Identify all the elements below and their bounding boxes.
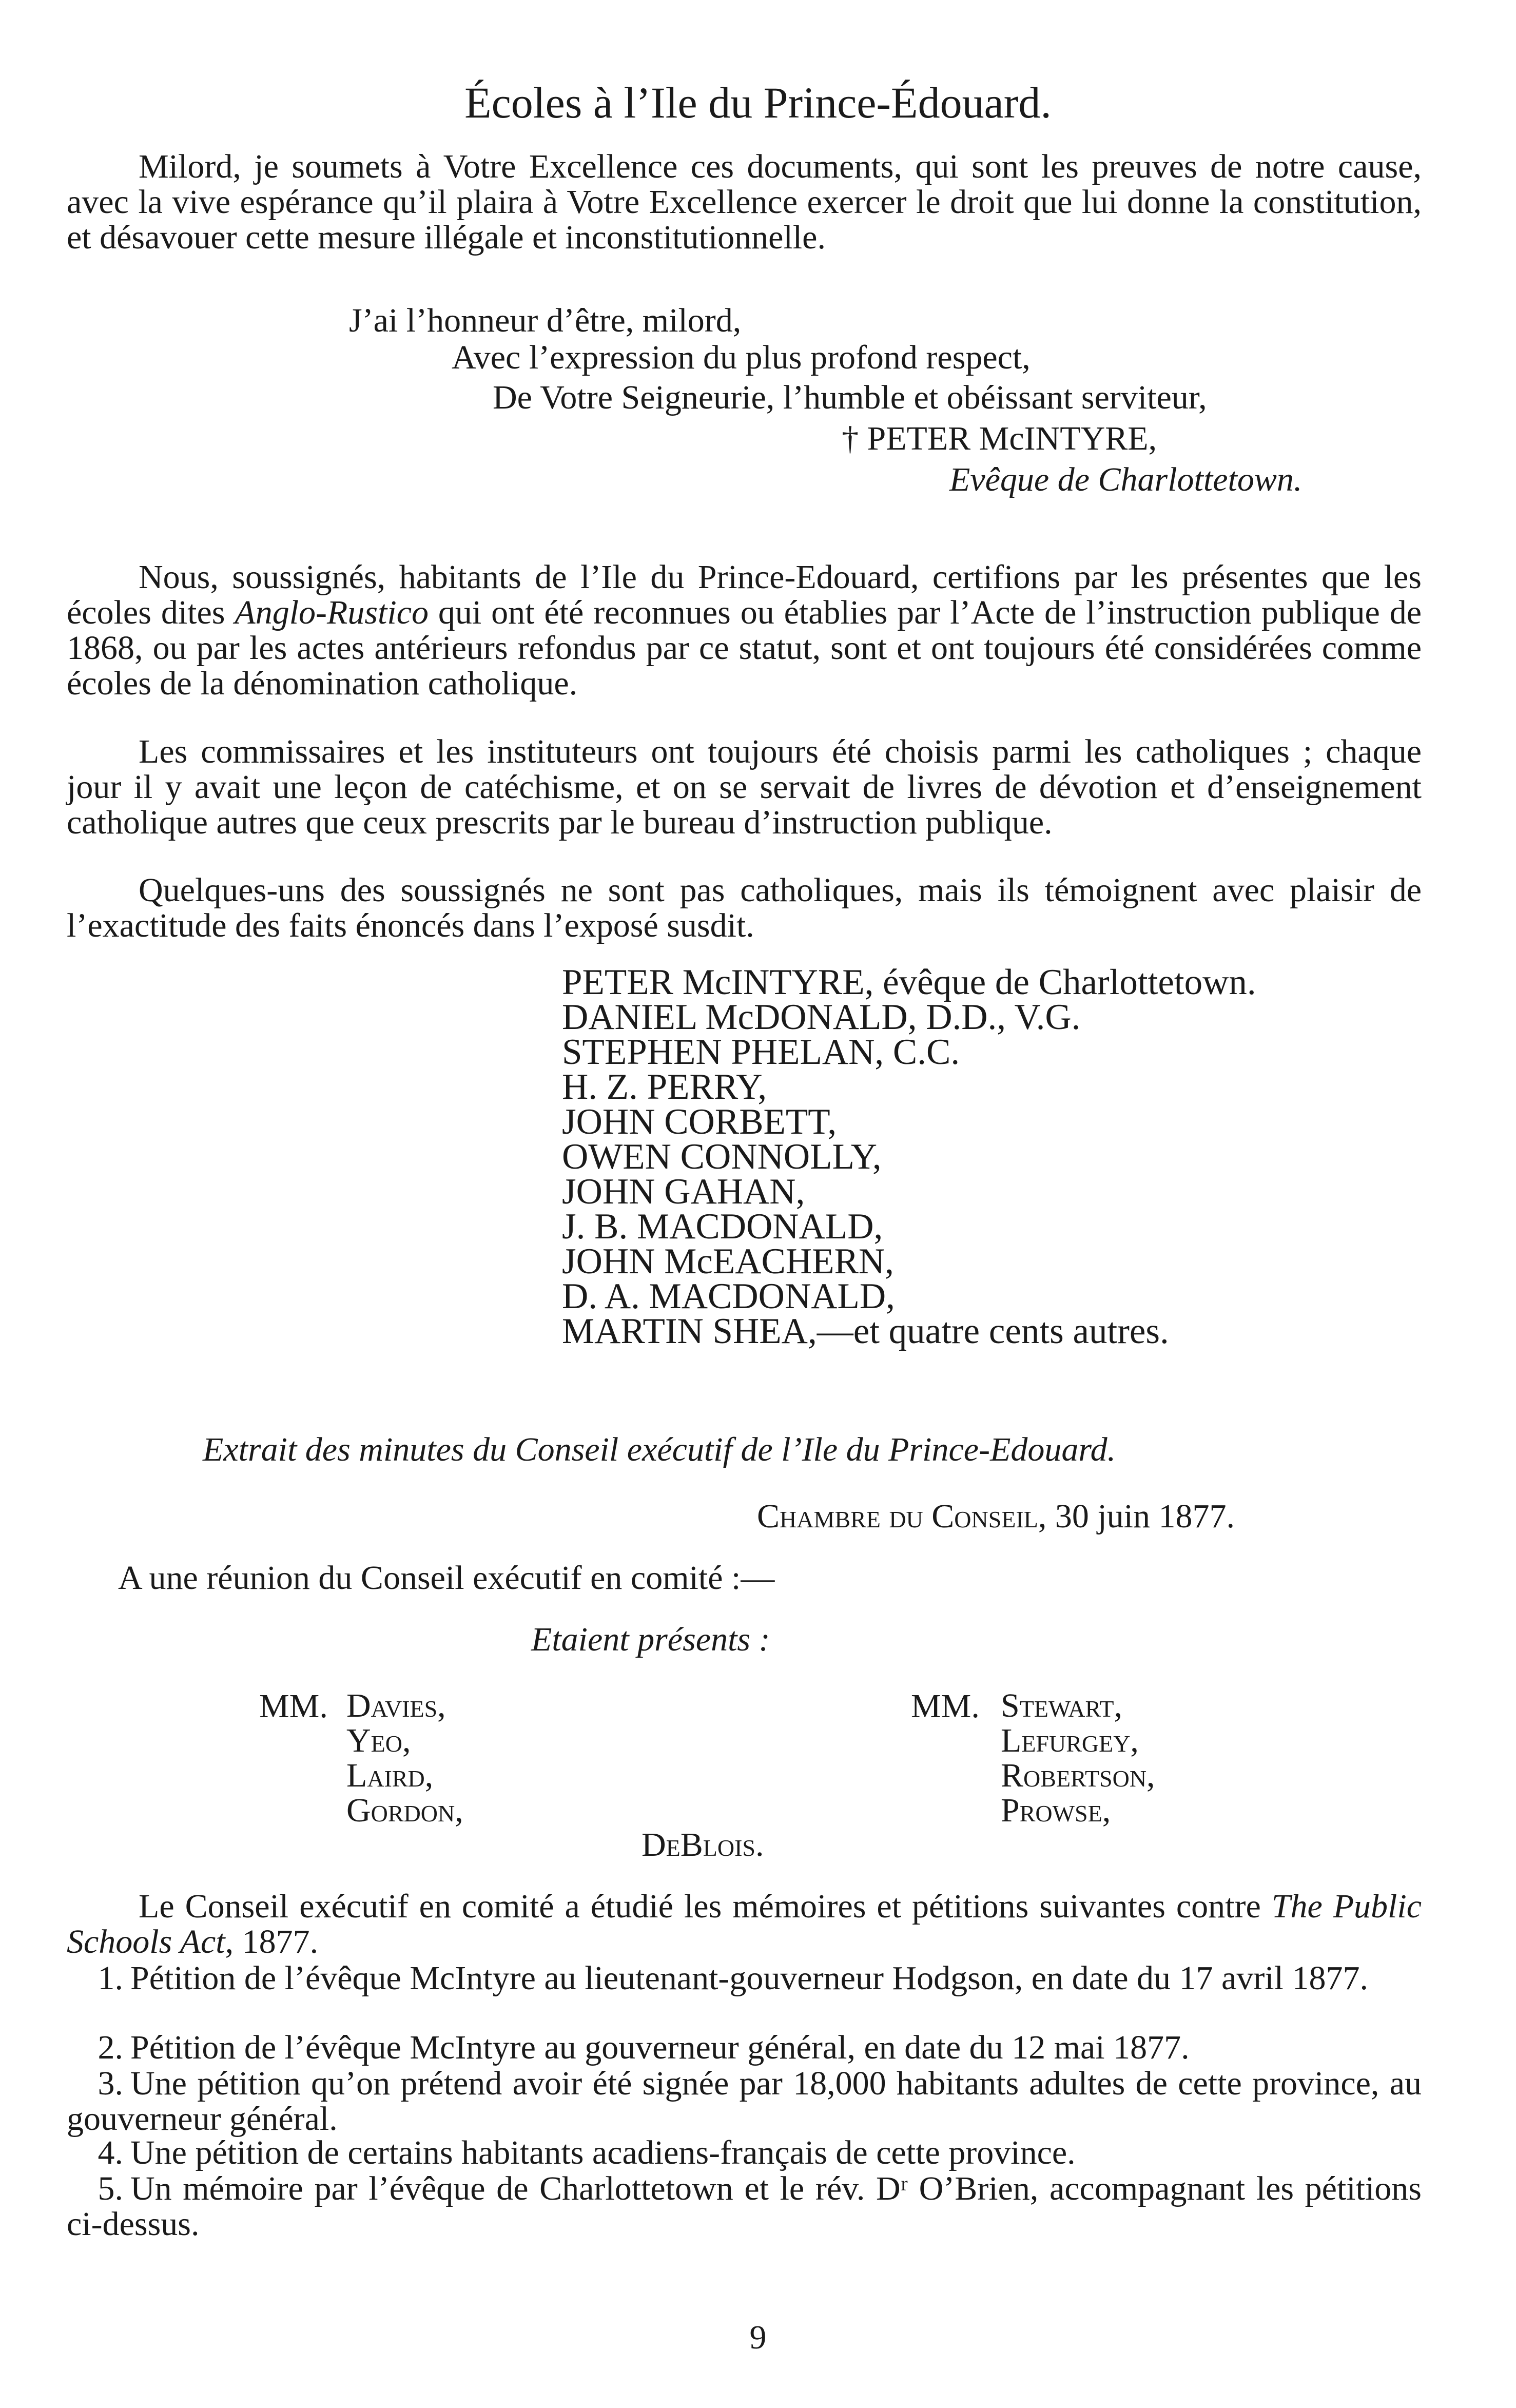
minutes-date: , 30 juin 1877. [1038,1498,1235,1535]
signatory: OWEN CONNOLLY, [562,1137,882,1177]
item-text: Un mémoire par l’évêque de Charlottetown et le rév. Dʳ O’Brien, accompagnant les pétitions ci-dessus. [67,2170,1422,2243]
study-italic: The Public Schools Act [67,1888,1422,1960]
left-members-prefix: MM. [259,1687,328,1725]
item-number: 4. [98,2134,123,2171]
signatory: DANIEL McDONALD, D.D., V.G. [562,997,1081,1037]
signatory: JOHN CORBETT, [562,1102,837,1142]
signatories-list [562,962,1256,1351]
letter-body-text: Milord, je soumets à Votre Excellence ces documents, qui sont les preuves de notre cause, avec la vive espérance qu’il plaira à Votre Excellence exercer le droit que lui donne la constitution, et désavouer cette mesure illégale et inconstitutionnelle. [67,148,1422,256]
cert-p2-text: Les commissaires et les instituteurs ont toujours été choisis parmi les catholiques ; chaque jour il y avait une leçon de catéchisme, et on se servait de livres de dévotion et d’enseignement catholique autres que ceux prescrits par le bureau d’instruction publique. [67,733,1422,841]
letter-closing-2: Avec l’expression du plus profond respect, [452,339,1031,376]
council-member: Laird, [346,1757,434,1794]
letter-closing-1: J’ai l’honneur d’être, milord, [349,302,742,339]
right-members-prefix: MM. [911,1687,980,1725]
signatory: MARTIN SHEA,—et quatre cents autres. [562,1311,1169,1351]
minutes-study-paragraph [67,1889,1422,1959]
council-member: Robertson, [1001,1757,1155,1794]
certification-paragraph-2 [67,734,1422,840]
study-after: , 1877. [225,1923,319,1960]
study-before: Le Conseil exécutif en comité a étudié les mémoires et pétitions suivantes contre [139,1888,1272,1925]
signatory: STEPHEN PHELAN, C.C. [562,1032,960,1072]
item-number: 1. [98,1959,123,1997]
item-text: Pétition de l’évêque McIntyre au lieutenant-gouverneur Hodgson, en date du 17 avril 1877. [130,1959,1368,1997]
minutes-place: Chambre du Conseil [757,1498,1038,1535]
center-member: DeBlois. [642,1826,764,1863]
signatory: J. B. MACDONALD, [562,1207,883,1247]
signatory: PETER McINTYRE, évêque de Charlottetown. [562,962,1256,1002]
minutes-heading: Extrait des minutes du Conseil exécutif de l’Ile du Prince-Edouard. [203,1431,1116,1468]
present-label: Etaient présents : [531,1621,770,1658]
page-number: 9 [749,2319,767,2356]
item-text: Une pétition qu’on prétend avoir été signée par 18,000 habitants adultes de cette province, au gouverneur général. [67,2065,1422,2138]
item-number: 5. [98,2170,123,2207]
letter-body [67,149,1422,255]
council-member: Davies, [346,1687,446,1724]
cert-p1-before: Nous, soussignés, habitants de l’Ile du Prince-Edouard, certifions par les présentes que les écoles dites [67,558,1422,631]
letter-signature: † PETER McINTYRE, [842,420,1157,457]
council-member: Gordon, [346,1792,463,1829]
signatory: H. Z. PERRY, [562,1067,767,1107]
signatory: JOHN GAHAN, [562,1172,805,1212]
item-number: 2. [98,2029,123,2066]
right-members-list [1001,1688,1155,1828]
cert-p3-text: Quelques-uns des soussignés ne sont pas catholiques, mais ils témoignent avec plaisir de l’exactitude des faits énoncés dans l’exposé susdit. [67,871,1422,944]
council-member: Lefurgey, [1001,1722,1139,1759]
petition-item [67,2066,1422,2137]
council-member: Prowse, [1001,1792,1111,1829]
petition-item [67,2171,1422,2242]
petition-item [67,2135,1422,2170]
item-number: 3. [98,2065,123,2102]
page-title: Écoles à l’Ile du Prince-Édouard. [464,78,1052,127]
signatory: D. A. MACDONALD, [562,1276,895,1316]
council-member: Stewart, [1001,1687,1122,1724]
minutes-intro: A une réunion du Conseil exécutif en comité :— [118,1559,775,1597]
certification-paragraph-1 [67,559,1422,701]
cert-p1-after: qui ont été reconnues ou établies par l’Acte de l’instruction publique de 1868, ou par les actes antérieurs refondus par ce statut, sont et ont toujours été considérées comme écoles de la dénomination catholique. [67,594,1422,702]
minutes-place-date [757,1499,1235,1534]
item-text: Pétition de l’évêque McIntyre au gouverneur général, en date du 12 mai 1877. [130,2029,1190,2066]
council-member: Yeo, [346,1722,411,1759]
petition-item [67,2030,1422,2065]
cert-p1-italic: Anglo-Rustico [235,594,429,631]
letter-closing-3: De Votre Seigneurie, l’humble et obéissant serviteur, [493,379,1207,416]
petition-item [67,1960,1422,1996]
signatory: JOHN McEACHERN, [562,1241,894,1281]
item-text: Une pétition de certains habitants acadiens-français de cette province. [130,2134,1076,2171]
certification-paragraph-3 [67,872,1422,943]
letter-signature-title: Evêque de Charlottetown. [949,461,1303,498]
left-members-list [346,1688,463,1828]
